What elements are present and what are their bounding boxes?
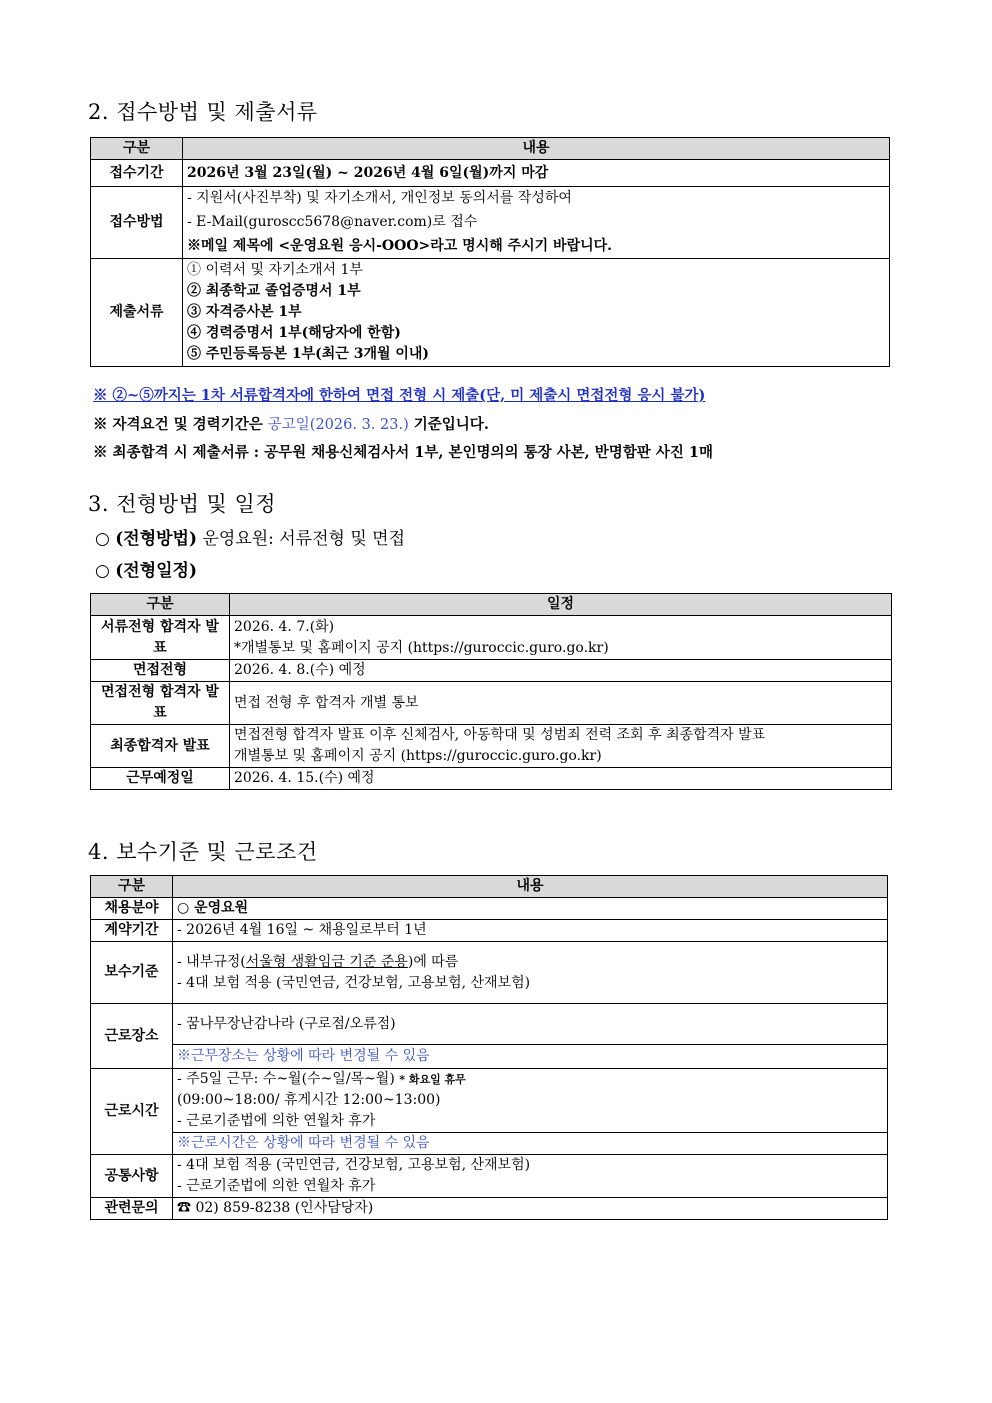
schedule-label: 서류전형 합격자 발표 <box>91 616 230 660</box>
schedule-line: 2026. 4. 8.(수) 예정 <box>230 660 892 682</box>
tuesday-off: * 화요일 휴무 <box>399 1073 466 1086</box>
hours-content <box>173 1069 888 1133</box>
schedule-content <box>230 725 892 768</box>
header-content: 내용 <box>183 138 890 160</box>
schedule-line: 면접 전형 후 합격자 개별 통보 <box>230 682 892 725</box>
schedule-line: 면접전형 합격자 발표 이후 신체검사, 아동학대 및 성범죄 전력 조회 후 최종합격자 발표 <box>234 727 766 743</box>
selection-schedule <box>95 556 197 581</box>
header-category: 구분 <box>91 876 173 898</box>
docs-item: ① 이력서 및 자기소개서 1부 <box>187 262 363 278</box>
method-line: - E-Mail(guroscc5678@naver.com)로 접수 <box>187 214 478 230</box>
hours-line: - 주5일 근무: 수~월(수~일/목~월) * 화요일 휴무 <box>177 1071 466 1087</box>
pay-line: - 내부규정(서울형 생활임금 기준 준용)에 따름 <box>177 953 459 970</box>
common-label: 공통사항 <box>91 1155 173 1198</box>
header-category: 구분 <box>91 594 230 616</box>
field-label: 채용분야 <box>91 898 173 920</box>
method-line: - 지원서(사진부착) 및 자기소개서, 개인정보 동의서를 작성하여 <box>187 190 572 206</box>
note-final-documents: ※ 최종합격 시 제출서류 : 공무원 채용신체검사서 1부, 본인명의의 통장 사본, 반명함판 사진 1매 <box>93 444 714 461</box>
section-2-title: 2. 접수방법 및 제출서류 <box>88 100 318 124</box>
header-category: 구분 <box>91 138 183 160</box>
pay-line: - 4대 보험 적용 (국민연금, 건강보험, 고용보험, 산재보험) <box>177 974 531 991</box>
pay-content <box>173 942 888 1004</box>
section-3-title: 3. 전형방법 및 일정 <box>88 492 277 516</box>
living-wage-standard: 서울형 생활임금 기준 준용 <box>245 953 408 970</box>
selection-schedule-label: (전형일정) <box>115 561 198 581</box>
header-content: 내용 <box>173 876 888 898</box>
common-line: - 근로기준법에 의한 연월차 휴가 <box>177 1178 376 1194</box>
contact-label: 관련문의 <box>91 1198 173 1220</box>
hours-line: - 근로기준법에 의한 연월차 휴가 <box>177 1113 376 1129</box>
contract-value: - 2026년 4월 16일 ~ 채용일로부터 1년 <box>173 920 888 942</box>
note-qualification-basis: ※ 자격요건 및 경력기간은 공고일(2026. 3. 23.) 기준입니다. <box>93 416 489 433</box>
schedule-label: 최종합격자 발표 <box>91 725 230 768</box>
conditions-table <box>90 875 888 1220</box>
place-note: ※근무장소는 상황에 따라 변경될 수 있음 <box>173 1045 888 1069</box>
schedule-table <box>90 593 892 790</box>
docs-content <box>183 259 890 367</box>
period-label: 접수기간 <box>91 160 183 187</box>
schedule-line: 2026. 4. 15.(수) 예정 <box>230 768 892 790</box>
header-schedule: 일정 <box>230 594 892 616</box>
common-content <box>173 1155 888 1198</box>
schedule-content <box>230 616 892 660</box>
selection-method-label: (전형방법) <box>115 529 198 549</box>
submission-table <box>90 137 890 367</box>
schedule-label: 면접전형 <box>91 660 230 682</box>
docs-item: ⑤ 주민등록등본 1부(최근 3개월 이내) <box>187 346 430 362</box>
hours-note: ※근로시간은 상황에 따라 변경될 수 있음 <box>173 1133 888 1155</box>
section-4-title: 4. 보수기준 및 근로조건 <box>88 840 318 864</box>
place-value: - 꿈나무장난감나라 (구로점/오류점) <box>173 1004 888 1045</box>
selection-method <box>95 524 405 549</box>
bullet-circle: ○ <box>95 561 110 581</box>
selection-method-value: 운영요원: 서류전형 및 면접 <box>197 529 406 549</box>
docs-item: ③ 자격증사본 1부 <box>187 304 302 320</box>
schedule-label: 근무예정일 <box>91 768 230 790</box>
schedule-label: 면접전형 합격자 발표 <box>91 682 230 725</box>
note-submission-timing: ※ ②~⑤까지는 1차 서류합격자에 한하여 면접 전형 시 제출(단, 미 제출시 면접전형 응시 불가) <box>93 387 706 404</box>
schedule-line: 2026. 4. 7.(화) <box>234 618 335 635</box>
place-label: 근로장소 <box>91 1004 173 1069</box>
schedule-line: *개별통보 및 홈페이지 공지 (https://guroccic.guro.go.kr) <box>234 639 609 656</box>
contact-value: ☎ 02) 859-8238 (인사담당자) <box>173 1198 888 1220</box>
method-label: 접수방법 <box>91 187 183 259</box>
docs-item: ② 최종학교 졸업증명서 1부 <box>187 283 361 299</box>
hours-label: 근로시간 <box>91 1069 173 1155</box>
method-line-emphasis: ※메일 제목에 <운영요원 응시-OOO>라고 명시해 주시기 바랍니다. <box>187 238 613 254</box>
common-line: - 4대 보험 적용 (국민연금, 건강보험, 고용보험, 산재보험) <box>177 1157 531 1173</box>
pay-label: 보수기준 <box>91 942 173 1004</box>
method-content <box>183 187 890 259</box>
period-value: 2026년 3월 23일(월) ~ 2026년 4월 6일(월)까지 마감 <box>183 160 890 187</box>
hours-line: (09:00~18:00/ 휴게시간 12:00~13:00) <box>177 1092 441 1108</box>
announcement-date: 공고일(2026. 3. 23.) <box>267 417 409 433</box>
bullet-circle: ○ <box>95 529 110 549</box>
docs-item: ④ 경력증명서 1부(해당자에 한함) <box>187 325 401 341</box>
schedule-line: 개별통보 및 홈페이지 공지 (https://guroccic.guro.go.kr) <box>234 748 602 764</box>
contract-label: 계약기간 <box>91 920 173 942</box>
docs-label: 제출서류 <box>91 259 183 367</box>
field-value: ○ 운영요원 <box>173 898 888 920</box>
